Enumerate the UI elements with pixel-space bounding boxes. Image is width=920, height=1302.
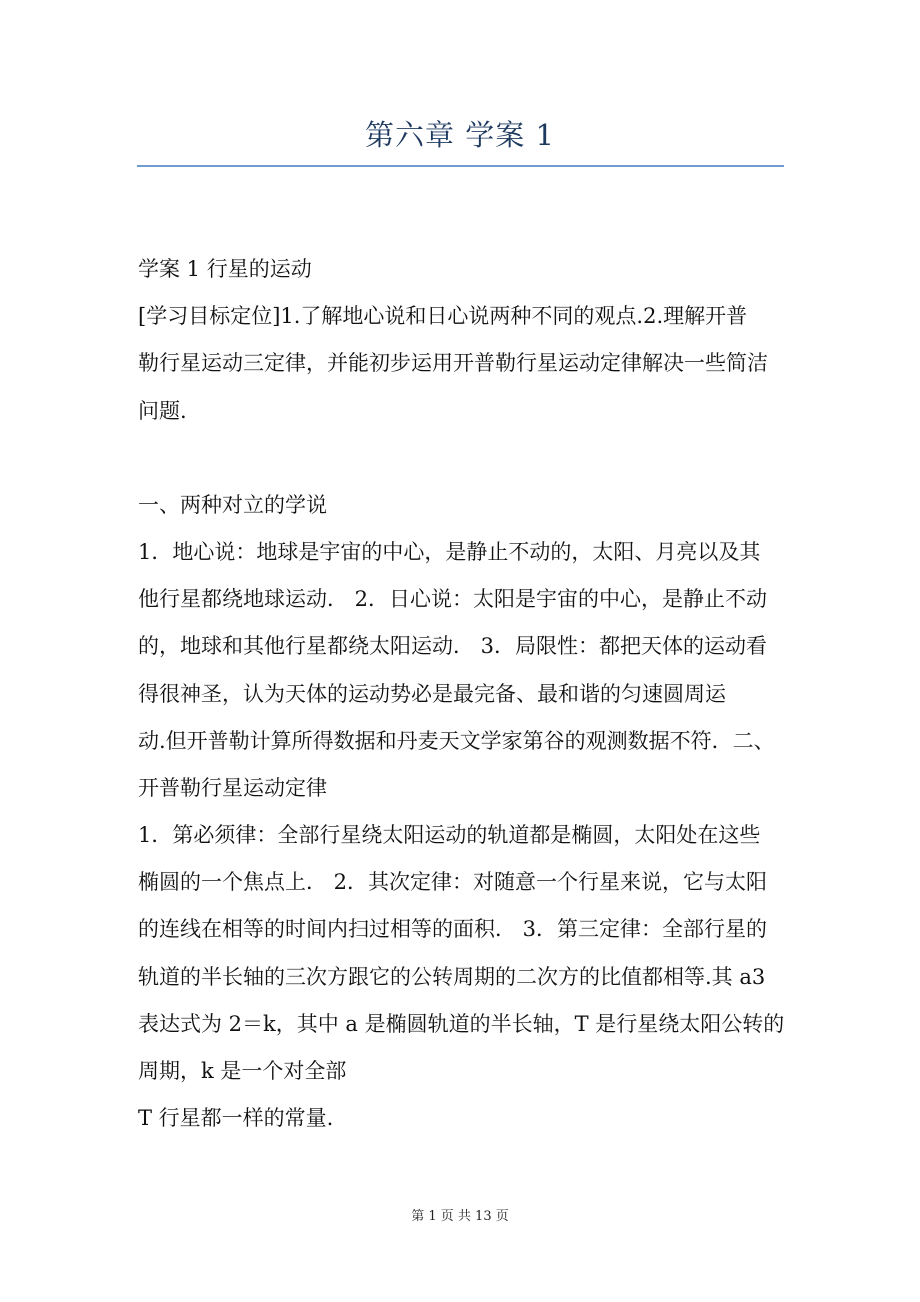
spacer xyxy=(138,435,786,482)
paragraph-line: 的，地球和其他行星都绕太阳运动． 3．局限性：都把天体的运动看 xyxy=(138,634,768,659)
paragraph-line: 椭圆的一个焦点上． 2．其次定律：对随意一个行星来说，它与太阳 xyxy=(138,870,768,895)
paragraph-line: T 行星都一样的常量. xyxy=(138,1106,334,1131)
page-title: 第六章 学案 1 xyxy=(365,118,555,152)
title-divider xyxy=(137,165,784,167)
paragraph-line: 动.但开普勒计算所得数据和丹麦天文学家第谷的观测数据不符．二、 xyxy=(138,728,775,753)
paragraph-line: 1．地心说：地球是宇宙的中心，是静止不动的，太阳、月亮以及其 xyxy=(138,539,761,564)
section-heading: 开普勒行星运动定律 xyxy=(138,775,327,800)
objective-line: 问题. xyxy=(138,398,187,423)
section-heading: 一、两种对立的学说 xyxy=(138,492,327,517)
paragraph-line: 周期，k 是一个对全部 xyxy=(138,1059,347,1083)
objective-line: [学习目标定位]1.了解地心说和日心说两种不同的观点.2.理解开普 xyxy=(138,304,748,329)
paragraph-line: 表达式为 2＝k，其中 a 是椭圆轨道的半长轴，T 是行星绕太阳公转的 xyxy=(138,1011,785,1036)
paragraph-line: 他行星都绕地球运动． 2．日心说：太阳是宇宙的中心，是静止不动 xyxy=(138,587,768,612)
paragraph-line: 的连线在相等的时间内扫过相等的面积． 3．第三定律：全部行星的 xyxy=(138,917,768,942)
paragraph-line: 1．第必须律：全部行星绕太阳运动的轨道都是椭圆，太阳处在这些 xyxy=(138,823,761,848)
objective-line: 勒行星运动三定律，并能初步运用开普勒行星运动定律解决一些简洁 xyxy=(138,351,768,376)
document-body xyxy=(138,246,786,1142)
paragraph-line: 轨道的半长轴的三次方跟它的公转周期的二次方的比值都相等.其 a3 xyxy=(138,964,766,989)
lesson-heading: 学案 1 行星的运动 xyxy=(138,257,312,281)
page-footer: 第 1 页 共 13 页 xyxy=(411,1209,509,1224)
paragraph-line: 得很神圣，认为天体的运动势必是最完备、最和谐的匀速圆周运 xyxy=(138,681,726,706)
